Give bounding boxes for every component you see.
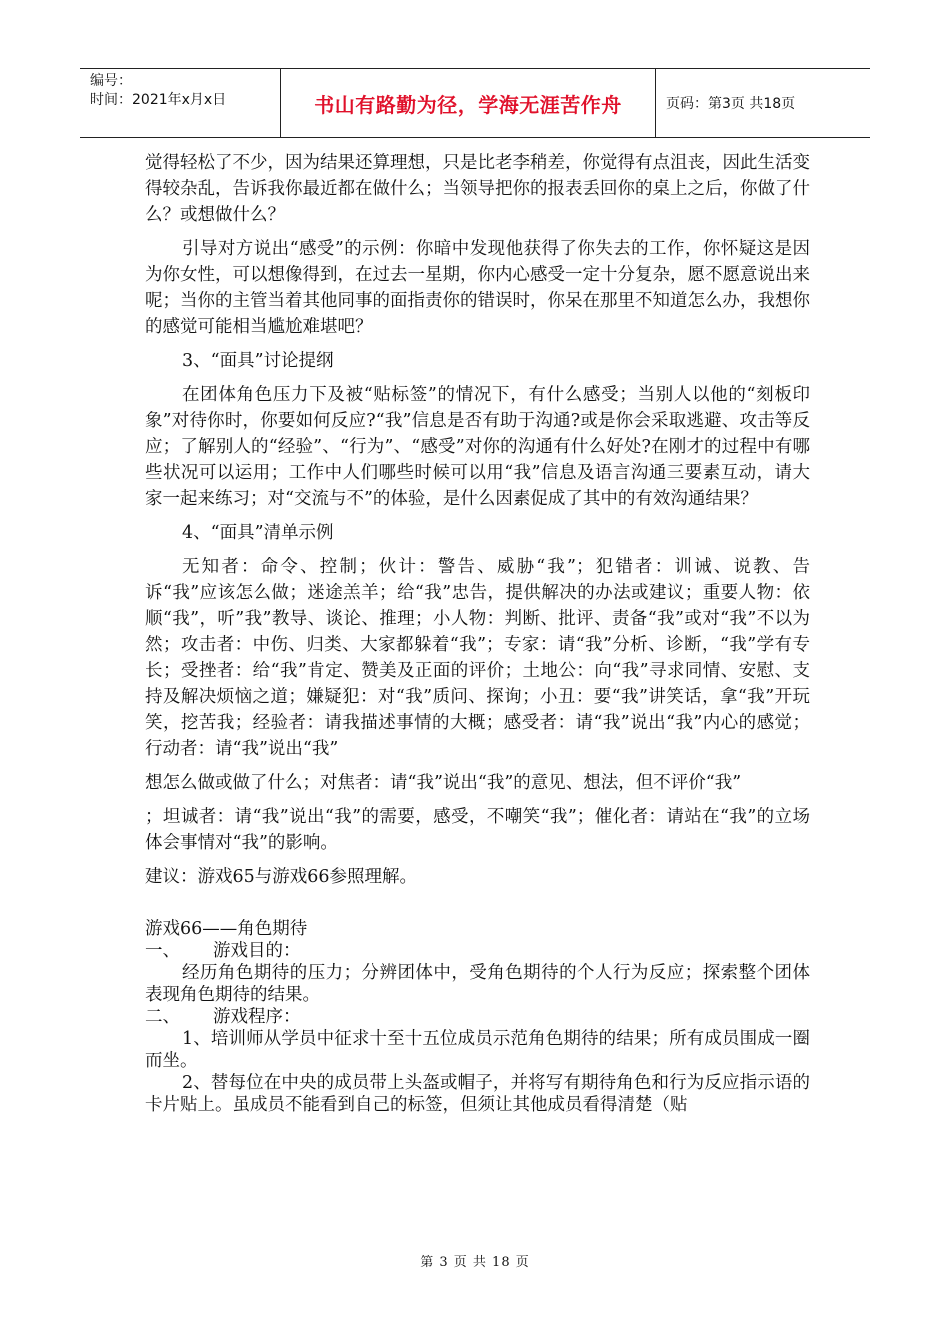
document-body xyxy=(145,150,810,1116)
section-number: 一、 xyxy=(145,941,180,961)
time-label: 时间：2021年x月x日 xyxy=(90,92,227,108)
spacer xyxy=(145,898,810,918)
paragraph: 建议：游戏65与游戏66参照理解。 xyxy=(145,867,418,887)
paragraph: 在团体角色压力下及被“贴标签”的情况下，有什么感受；当别人以他的“刻板印象”对待你时，你要如何反应?“我”信息是否有助于沟通?或是你会采取逃避、攻击等反应；了解别人的“经验”、“行为”、“感受”对你的沟通有什么好处?在刚才的过程中有哪些状况可以运用；工作中人们哪些时候可以用“我”信息及语言沟通三要素互动，请大家一起来练习；对“交流与不”的体验，是什么因素促成了其中的有效沟通结果？ xyxy=(145,385,810,509)
paragraph: 2、替每位在中央的成员带上头盔或帽子，并将写有期待角色和行为反应指示语的卡片贴上。虽成员不能看到自己的标签，但须让其他成员看得清楚（贴 xyxy=(145,1073,810,1115)
game-title: 游戏66——角色期待 xyxy=(145,919,308,939)
page-footer: 第 3 页 共 18 页 xyxy=(420,1255,530,1270)
header-divider xyxy=(655,69,656,137)
section-title: 游戏目的： xyxy=(213,941,301,961)
section-row xyxy=(145,1006,810,1028)
section-title: 游戏程序： xyxy=(213,1007,301,1027)
header-page-info xyxy=(666,69,870,137)
section-heading: 4、“面具”清单示例 xyxy=(182,523,334,543)
section-heading: 3、“面具”讨论提纲 xyxy=(182,351,334,371)
number-label: 编号： xyxy=(90,73,132,89)
paragraph: ；坦诚者：请“我”说出“我”的需要，感受，不嘲笑“我”；催化者：请站在“我”的立场体会事情对“我”的影响。 xyxy=(145,807,810,853)
paragraph: 引导对方说出“感受”的示例：你暗中发现他获得了你失去的工作，你怀疑这是因为你女性，可以想像得到，在过去一星期，你内心感受一定十分复杂，愿不愿意说出来呢；当你的主管当着其他同事的面指责你的错误时，你呆在那里不知道怎么办，我想你的感觉可能相当尴尬难堪吧？ xyxy=(145,239,810,337)
paragraph: 1、培训师从学员中征求十至十五位成员示范角色期待的结果；所有成员围成一圈而坐。 xyxy=(145,1029,810,1071)
paragraph: 觉得轻松了不少，因为结果还算理想，只是比老李稍差，你觉得有点沮丧，因此生活变得较杂乱，告诉我你最近都在做什么；当领导把你的报表丢回你的桌上之后，你做了什么？或想做什么？ xyxy=(145,153,810,225)
header-table xyxy=(80,68,870,138)
page-info-text: 页码：第3页 共18页 xyxy=(666,96,796,112)
paragraph: 无知者：命令、控制；伙计：警告、威胁“我”；犯错者：训诫、说教、告诉“我”应该怎么做；迷途羔羊；给“我”忠告，提供解决的办法或建议；重要人物：依顺“我”，听”我”教导、谈论、推理；小人物：判断、批评、责备“我”或对“我”不以为然；攻击者：中伤、归类、大家都躲着“我”；专家：请“我”分析、诊断，“我”学有专长；受挫者：给“我”肯定、赞美及正面的评价；土地公：向“我”寻求同情、安慰、支持及解决烦恼之道；嫌疑犯：对“我”质问、探询；小丑：要“我”讲笑话，拿“我”开玩笑，挖苦我；经验者：请我描述事情的大概；感受者：请“我”说出“我”内心的感觉；行动者：请“我”说出“我” xyxy=(145,557,810,759)
section-row xyxy=(145,940,810,962)
section-number: 二、 xyxy=(145,1007,180,1027)
header-motto: 书山有路勤为径，学海无涯苦作舟 xyxy=(314,92,622,117)
paragraph: 想怎么做或做了什么；对焦者：请“我”说出“我”的意见、想法，但不评价“我” xyxy=(145,773,742,793)
header-meta xyxy=(80,69,280,137)
paragraph: 经历角色期待的压力；分辨团体中，受角色期待的个人行为反应；探索整个团体表现角色期待的结果。 xyxy=(145,963,810,1005)
